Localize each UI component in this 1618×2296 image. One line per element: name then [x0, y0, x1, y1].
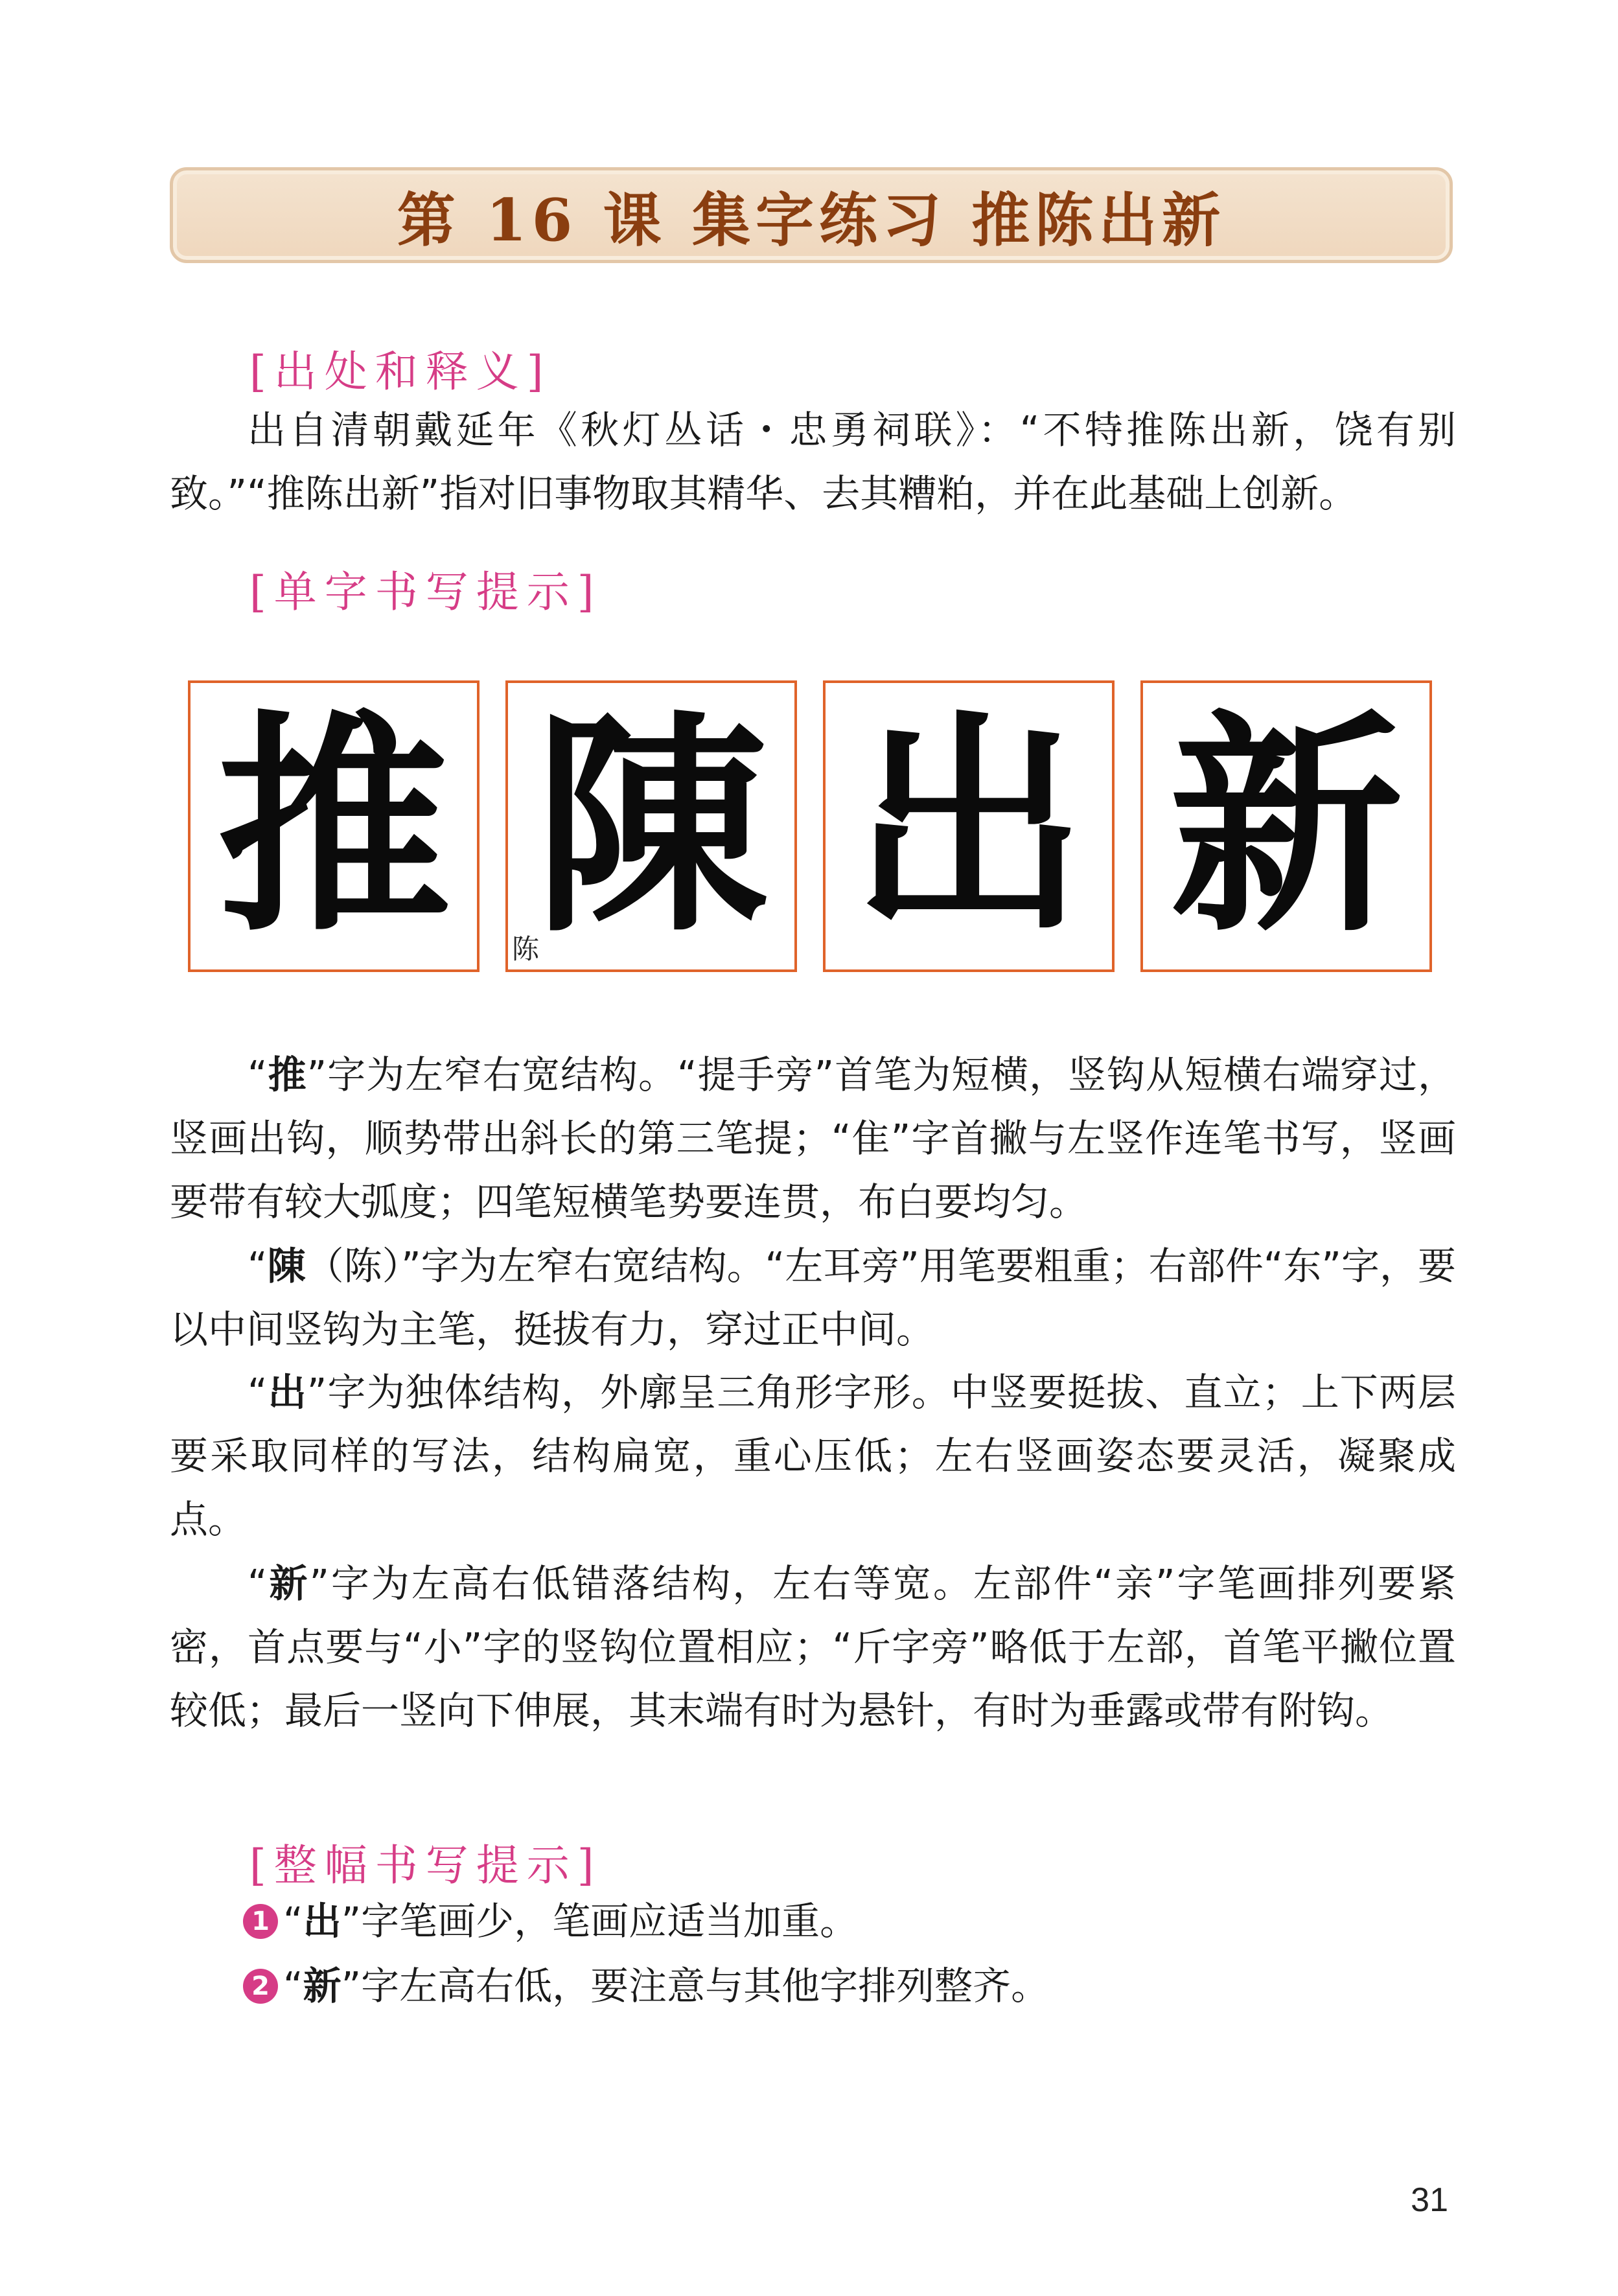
quote-open: “ — [248, 1244, 268, 1288]
calligraphy-char-1: 推 — [217, 689, 450, 963]
lesson-title-banner — [170, 167, 1453, 263]
section-heading-single: [单字书写提示] — [249, 567, 602, 617]
note-char: 新 — [267, 1561, 310, 1606]
source-paragraph: 出自清朝戴延年《秋灯丛话・忠勇祠联》：“不特推陈出新，饶有别致。”“推陈出新”指对旧事物取其精华、去其糟粕，并在此基础上创新。 — [170, 408, 1456, 516]
tip-text: ”字笔画少，笔画应适当加重。 — [341, 1899, 859, 1943]
note-paragraph-3 — [170, 1361, 1456, 1551]
note-paragraph-1 — [170, 1043, 1456, 1234]
tip-char: 新 — [303, 1964, 341, 2008]
calligraphy-char-4: 新 — [1170, 689, 1403, 963]
calligraphy-box-4 — [1140, 680, 1432, 972]
quote-open: “ — [248, 1561, 268, 1606]
section-heading-whole: [整幅书写提示] — [249, 1840, 602, 1890]
note-text: ”字为左窄右宽结构。“提手旁”首笔为短横，竖钩从短横右端穿过，竖画出钩，顺势带出斜长的第三笔提；“隹”字首撇与左竖作连笔书写，竖画要带有较大弧度；四笔短横笔势要连贯，布白要均匀。 — [170, 1052, 1456, 1224]
tip-text: ”字左高右低，要注意与其他字排列整齐。 — [341, 1964, 1050, 2008]
quote-open: “ — [283, 1899, 303, 1943]
quote-open: “ — [248, 1052, 268, 1097]
quote-open: “ — [283, 1964, 303, 2008]
calligraphy-box-2 — [505, 680, 797, 972]
note-paragraph-2 — [170, 1235, 1456, 1362]
tip-item-1 — [243, 1896, 858, 1947]
simplified-note: 陈 — [512, 933, 540, 965]
note-char: 陳 — [267, 1244, 306, 1288]
calligraphy-box-1 — [188, 680, 480, 972]
page-number: 31 — [1411, 2181, 1448, 2219]
note-char: 出 — [267, 1370, 307, 1415]
tip-number-badge: 1 — [243, 1904, 278, 1939]
section-heading-source: [出处和释义] — [249, 347, 551, 397]
note-text: ”字为左高右低错落结构，左右等宽。左部件“亲”字笔画排列要紧密，首点要与“小”字的竖钩位置相应；“斤字旁”略低于左部，首笔平撇位置较低；最后一竖向下伸展，其末端有时为悬针，有时为垂露或带有附钩。 — [170, 1561, 1456, 1733]
quote-open: “ — [248, 1370, 268, 1415]
calligraphy-char-2: 陳 — [535, 689, 768, 963]
calligraphy-char-3: 出 — [852, 689, 1085, 963]
lesson-title: 第 16 课 集字练习 推陈出新 — [397, 186, 1226, 255]
note-char: 推 — [267, 1052, 307, 1097]
tip-char: 出 — [303, 1899, 341, 1943]
note-text: ”字为独体结构，外廓呈三角形字形。中竖要挺拔、直立；上下两层要采取同样的写法，结构扁宽，重心压低；左右竖画姿态要灵活，凝聚成点。 — [170, 1370, 1456, 1542]
tip-number-badge: 2 — [243, 1969, 278, 2004]
tip-item-2 — [243, 1960, 1049, 2012]
calligraphy-box-3 — [823, 680, 1115, 972]
note-text: （陈）”字为左窄右宽结构。“左耳旁”用笔要粗重；右部件“东”字，要以中间竖钩为主笔，挺拔有力，穿过正中间。 — [170, 1244, 1456, 1352]
note-paragraph-4 — [170, 1552, 1456, 1743]
